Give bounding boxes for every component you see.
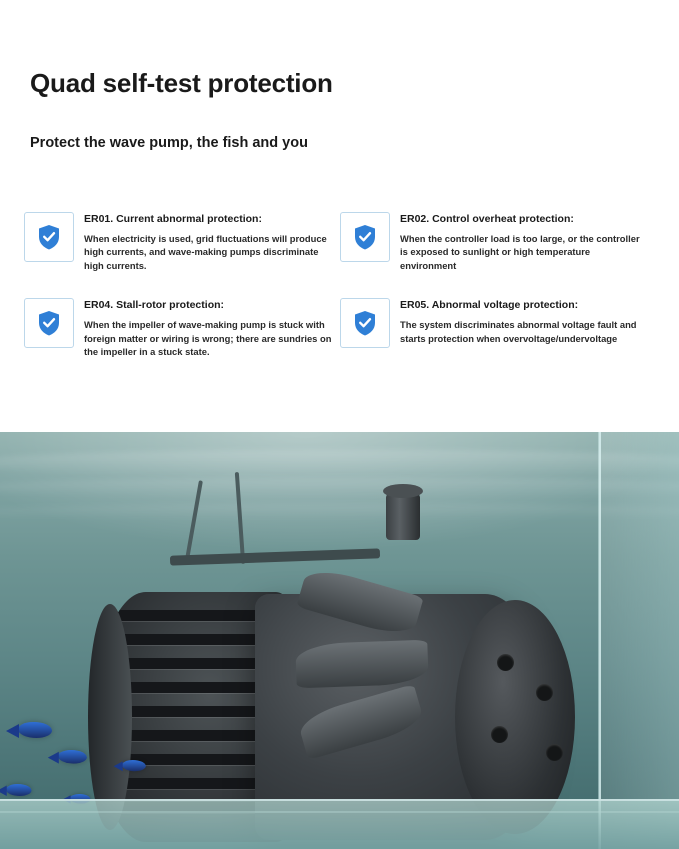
pump-cap-hole: [536, 684, 553, 701]
pump-cap-hole: [546, 744, 563, 761]
feature-heading: ER05. Abnormal voltage protection:: [400, 299, 579, 312]
tank-glass-edge: [598, 432, 601, 849]
feature-text: [84, 298, 332, 358]
pump-nozzle: [386, 492, 420, 540]
shield-check-icon: [24, 212, 74, 262]
pump-cap-hole: [497, 654, 514, 671]
feature-heading: ER01. Current abnormal protection:: [84, 213, 262, 225]
pump-cage-rim: [88, 604, 132, 830]
feature-item-er04: [24, 298, 340, 358]
feature-body: When electricity is used, grid fluctuations will produce high currents, and wave-making pumps discriminate high currents.: [84, 232, 327, 271]
page-subtitle: Protect the wave pump, the fish and you: [30, 135, 308, 151]
feature-item-er05: [340, 298, 656, 358]
shield-check-icon: [340, 212, 390, 262]
feature-row-2: [24, 298, 656, 358]
feature-item-er01: [24, 212, 340, 272]
feature-heading: ER04. Stall-rotor protection:: [84, 299, 225, 312]
feature-heading: ER02. Control overheat protection:: [400, 213, 574, 225]
feature-grid: [24, 212, 656, 359]
feature-item-er02: [340, 212, 656, 272]
tank-bottom-glass: [0, 799, 679, 849]
water-ripple: [0, 504, 679, 520]
tank-glass-right: [599, 432, 679, 849]
water-ripple: [0, 450, 679, 476]
shield-check-icon: [24, 298, 74, 348]
wave-pump-in-aquarium-photo: [0, 432, 679, 849]
feature-text: [84, 212, 332, 272]
pump-nozzle-top: [383, 484, 423, 498]
page-title: Quad self-test protection: [30, 68, 333, 98]
shield-check-icon: [340, 298, 390, 348]
feature-body: When the controller load is too large, or the controller is exposed to sunlight or high temperature environment: [400, 232, 640, 271]
pump-cap-hole: [491, 726, 508, 743]
feature-text: [400, 298, 648, 358]
feature-row-1: [24, 212, 656, 272]
feature-text: [400, 212, 648, 272]
feature-body: When the impeller of wave-making pump is stuck with foreign matter or wiring is wrong; there are sundries on the impeller in a stuck state.: [84, 319, 332, 358]
feature-body: The system discriminates abnormal voltage fault and starts protection when overvoltage/undervoltage: [400, 319, 637, 344]
water-ripple: [0, 478, 679, 498]
